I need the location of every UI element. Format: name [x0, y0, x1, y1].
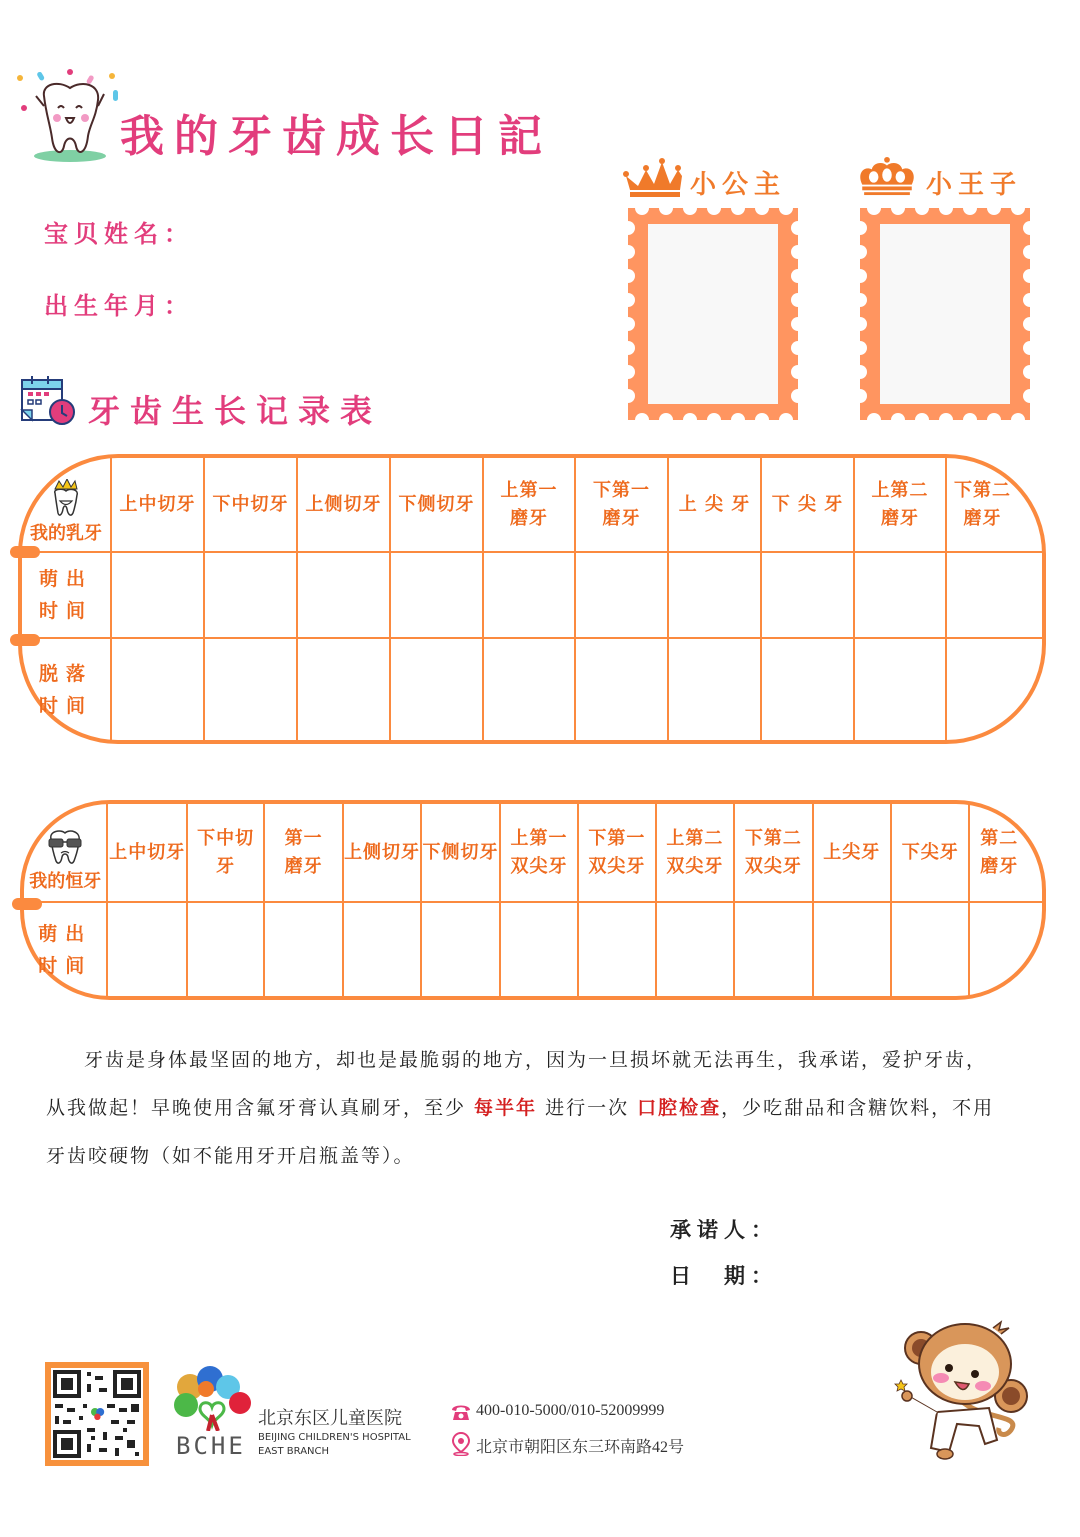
binder-tab	[10, 634, 40, 646]
baby-name-field[interactable]	[180, 210, 560, 250]
col-header: 第一 磨牙	[264, 804, 342, 902]
eruption-cell[interactable]	[761, 552, 854, 638]
hospital-tree-logo	[170, 1365, 254, 1431]
row-label-eruption: 萌出 时间	[22, 552, 111, 638]
phone-icon	[450, 1402, 472, 1422]
birth-date-field[interactable]	[180, 282, 560, 322]
crowned-tooth-icon	[49, 479, 83, 517]
col-header: 上尖牙	[813, 804, 891, 902]
binder-tab	[10, 546, 40, 558]
row-label-eruption: 萌出 时间	[24, 902, 107, 996]
eruption-cell[interactable]	[891, 902, 969, 996]
col-header: 下 尖 牙	[761, 458, 854, 552]
calendar-clock-icon	[18, 372, 78, 428]
col-header: 下侧切牙	[390, 458, 483, 552]
eruption-cell[interactable]	[264, 902, 342, 996]
eruption-cell[interactable]	[204, 552, 297, 638]
shedding-cell[interactable]	[854, 638, 946, 740]
qr-code-icon	[51, 1368, 143, 1460]
signer-field[interactable]	[770, 1210, 1030, 1244]
eruption-cell[interactable]	[734, 902, 812, 996]
col-header: 下第一 双尖牙	[578, 804, 655, 902]
date-field[interactable]	[770, 1256, 1030, 1290]
prince-label: 小王子	[926, 170, 1023, 200]
shedding-cell[interactable]	[204, 638, 297, 740]
birth-date-label: 出生年月：	[44, 292, 194, 320]
shedding-cell[interactable]	[390, 638, 483, 740]
monkey-doctor-mascot-icon	[893, 1312, 1033, 1462]
col-header: 上第一 磨牙	[483, 458, 575, 552]
col-header: 上第二 双尖牙	[656, 804, 734, 902]
cool-tooth-icon	[45, 829, 85, 865]
qr-code	[45, 1362, 149, 1466]
hospital-name-cn: 北京东区儿童医院	[258, 1408, 402, 1429]
location-pin-icon	[452, 1432, 470, 1456]
col-header: 上侧切牙	[343, 804, 421, 902]
eruption-cell[interactable]	[343, 902, 421, 996]
eruption-cell[interactable]	[946, 552, 1042, 638]
eruption-cell[interactable]	[969, 902, 1042, 996]
eruption-cell[interactable]	[656, 902, 734, 996]
highlight-every-half-year: 每半年	[474, 1097, 538, 1119]
baby-teeth-table	[22, 458, 1042, 740]
col-header: 下尖牙	[891, 804, 969, 902]
eruption-cell[interactable]	[111, 552, 204, 638]
eruption-cell[interactable]	[500, 902, 578, 996]
col-header: 上第二 磨牙	[854, 458, 946, 552]
col-header: 第二 磨牙	[969, 804, 1042, 902]
eruption-cell[interactable]	[107, 902, 186, 996]
shedding-cell[interactable]	[761, 638, 854, 740]
address: 北京市朝阳区东三环南路42号	[476, 1439, 685, 1456]
shedding-cell[interactable]	[575, 638, 668, 740]
eruption-cell[interactable]	[421, 902, 499, 996]
eruption-cell[interactable]	[578, 902, 655, 996]
hospital-name-en: BEIJING CHILDREN'S HOSPITAL EAST BRANCH	[258, 1432, 411, 1457]
eruption-cell[interactable]	[854, 552, 946, 638]
shedding-cell[interactable]	[483, 638, 575, 740]
prince-photo-frame[interactable]	[860, 208, 1030, 420]
prince-photo-slot[interactable]	[880, 224, 1010, 404]
eruption-cell[interactable]	[668, 552, 761, 638]
col-header: 上中切牙	[111, 458, 204, 552]
col-header: 下中切牙	[187, 804, 264, 902]
permanent-teeth-label: 我的恒牙	[29, 871, 102, 892]
eruption-cell[interactable]	[390, 552, 483, 638]
princess-crown-icon	[622, 158, 686, 198]
permanent-teeth-table	[24, 804, 1042, 996]
col-header: 上侧切牙	[297, 458, 390, 552]
baby-teeth-label: 我的乳牙	[30, 523, 102, 544]
prince-crown-icon	[855, 156, 919, 196]
col-header: 下第一 磨牙	[575, 458, 668, 552]
eruption-cell[interactable]	[813, 902, 891, 996]
princess-photo-slot[interactable]	[648, 224, 778, 404]
date-label: 日 期：	[670, 1264, 778, 1288]
col-header: 下侧切牙	[421, 804, 499, 902]
binder-tab	[12, 898, 42, 910]
eruption-cell[interactable]	[483, 552, 575, 638]
baby-name-label: 宝贝姓名：	[44, 220, 194, 248]
col-header: 下第二 磨牙	[946, 458, 1042, 552]
princess-photo-frame[interactable]	[628, 208, 798, 420]
col-header: 上第一 双尖牙	[500, 804, 578, 902]
shedding-cell[interactable]	[946, 638, 1042, 740]
section-title: 牙齿生长记录表	[88, 392, 383, 430]
highlight-oral-checkup: 口腔检查	[637, 1097, 722, 1119]
row-label-shedding: 脱落 时间	[22, 638, 111, 740]
pledge-paragraph: 牙齿是身体最坚固的地方，却也是最脆弱的地方，因为一旦损坏就无法再生，我承诺，爱护牙齿，从我做起！早晚使用含氟牙膏认真刷牙，至少 每半年 进行一次 口腔检查，少吃甜品和含糖饮料，不用牙齿咬硬物（如不能用牙开启瓶盖等）。	[46, 1049, 995, 1167]
shedding-cell[interactable]	[297, 638, 390, 740]
permanent-teeth-corner	[24, 804, 107, 902]
princess-label: 小公主	[690, 170, 787, 200]
tooth-mascot-icon	[14, 66, 126, 162]
col-header: 上 尖 牙	[668, 458, 761, 552]
shedding-cell[interactable]	[111, 638, 204, 740]
page-title: 我的牙齿成长日記	[120, 111, 552, 162]
eruption-cell[interactable]	[575, 552, 668, 638]
col-header: 上中切牙	[107, 804, 186, 902]
signer-label: 承诺人：	[670, 1218, 778, 1242]
col-header: 下中切牙	[204, 458, 297, 552]
hospital-logo-text: BCHE	[176, 1432, 246, 1460]
shedding-cell[interactable]	[668, 638, 761, 740]
col-header: 下第二 双尖牙	[734, 804, 812, 902]
eruption-cell[interactable]	[297, 552, 390, 638]
phone-number: 400-010-5000/010-52009999	[476, 1402, 665, 1419]
baby-teeth-corner	[22, 458, 111, 552]
eruption-cell[interactable]	[187, 902, 264, 996]
